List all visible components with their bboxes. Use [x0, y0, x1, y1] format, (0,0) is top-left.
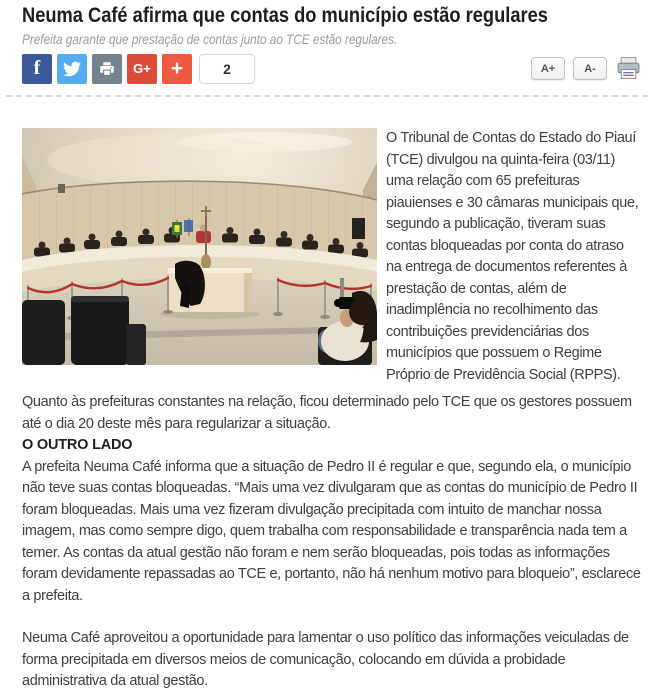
council-chamber-photo [22, 128, 377, 365]
printer-icon [98, 60, 116, 78]
dashed-divider [6, 95, 648, 97]
subheadline: Prefeita garante que prestação de contas junto ao TCE estão regulares. [22, 31, 398, 47]
facebook-share-button[interactable] [22, 54, 52, 84]
paragraph-mayor-statement: A prefeita Neuma Café informa que a situação de Pedro II é regular e que, segundo ela, o município não teve suas contas bloqueadas. “Mais uma vez divulgaram que as contas do município de Pedro II foram bloqueadas. Mais uma vez fizeram divulgação precipitada com intuito de manchar nossa imagem, mas como sempre digo, quem trabalha com responsabilidade e transparência nada tem a temer. As contas da atual gestão não foram e nem serão bloqueadas, pois todas as informações foram devidamente repassadas ao TCE e, portanto, não há nenhum motivo para bloqueio”, esclarece a prefeita. [22, 458, 641, 604]
print-share-button[interactable] [92, 54, 122, 84]
lead-paragraph: O Tribunal de Contas do Estado do Piauí (TCE) divulgou na quinta-feira (03/11) uma relação com 65 prefeituras piauienses e 30 câmaras municipais que, segundo a publicação, tiveram suas contas bloqueadas por conta do atraso na entrega de documentos referentes à prestação de contas, além de inadimplência no recolhimento das contribuições previdenciárias dos municípios que possuem o Regime Próprio de Previdência Social (RPPS). [386, 130, 639, 383]
printer-page-icon [615, 56, 642, 81]
googleplus-icon: G+ [133, 61, 151, 76]
article-header [22, 2, 642, 85]
paragraph-closing: Neuma Café aproveitou a oportunidade para lamentar o uso político das informações veiculadas de forma precipitada em diversos meios de comunicação, colocando em dúvida a probidade administrativa da atual gestão. [22, 630, 629, 689]
addthis-share-button[interactable] [162, 54, 192, 84]
lead-row [22, 128, 642, 386]
plus-icon: + [170, 57, 184, 80]
section-heading: O OUTRO LADO [22, 437, 133, 453]
paragraph-tce-deadline: Quanto às prefeituras constantes na relação, ficou determinado pelo TCE que os gestores possuem até o dia 20 deste mês para regularizar a situação. [22, 394, 632, 432]
twitter-share-button[interactable] [57, 54, 87, 84]
googleplus-share-button[interactable] [127, 54, 157, 84]
share-bar [22, 52, 642, 85]
facebook-icon: f [33, 57, 41, 79]
article-body [22, 128, 642, 693]
headline: Neuma Café afirma que contas do município estão regulares [22, 4, 548, 27]
share-counter: 2 [199, 54, 255, 84]
font-increase-button[interactable]: A+ [531, 57, 565, 80]
font-decrease-button[interactable]: A- [573, 57, 607, 80]
twitter-icon [63, 60, 81, 78]
print-page-button[interactable] [615, 56, 642, 81]
